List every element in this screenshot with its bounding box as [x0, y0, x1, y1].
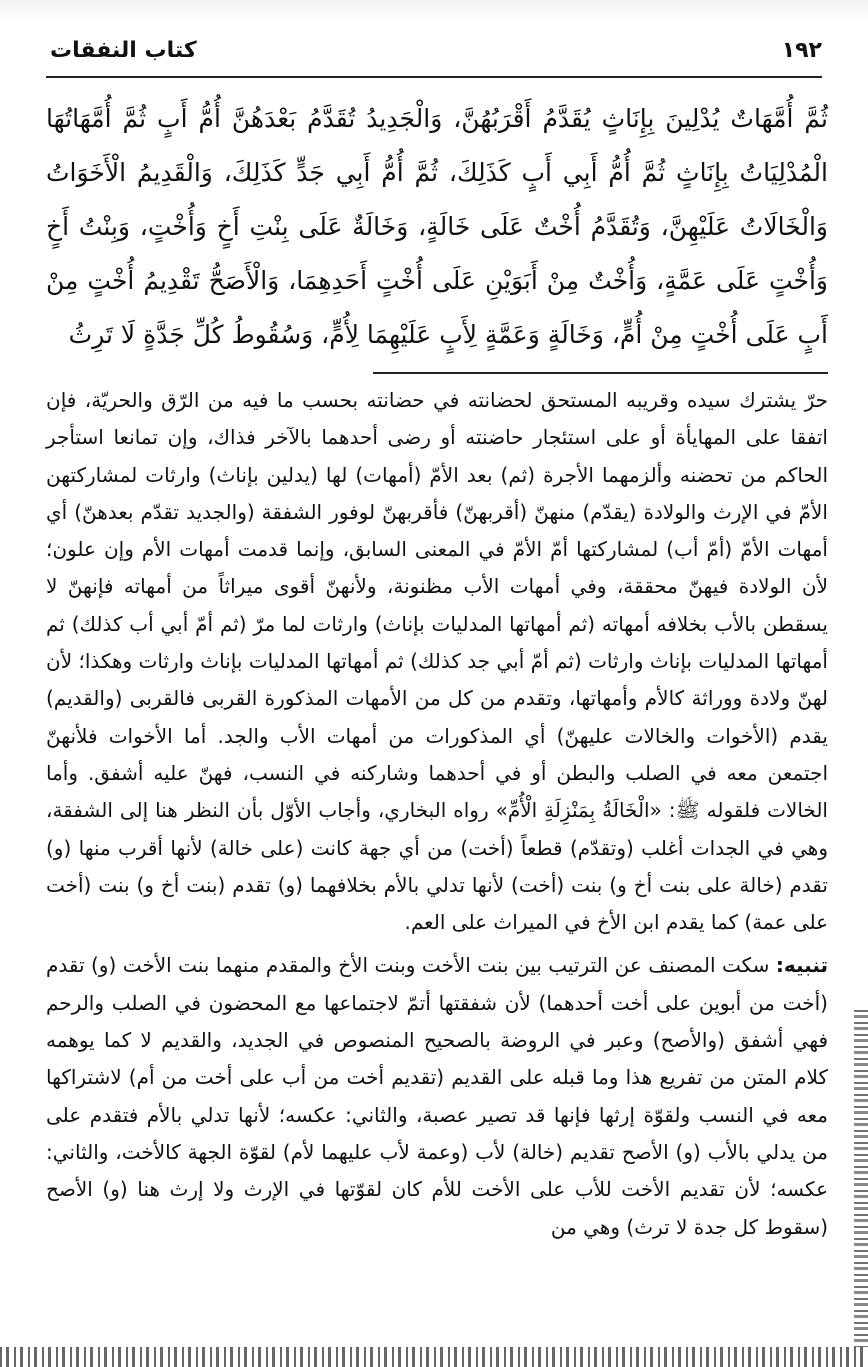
matn-text-block [46, 92, 828, 362]
sharh-paragraph-main: حرّ يشترك سيده وقريبه المستحق لحضانته في حضانته بحسب ما فيه من الرّق والحريّة، فإن اتفقا على المهايأة أو على استئجار حاضنته أو رضى أحدهما بالآخر فذاك، وإن تمانعا استأجر الحاكم من تحضنه وألزمهما الأجرة (ثم) بعد الأمّ (أمهات) لها (يدلين بإناث) وارثات لمشاركتهن الأمّ في الإرث والولادة (يقدّم) منهنّ (أقربهنّ) فأقربهنّ لوفور الشفقة (والجديد تقدّم بعدهنّ) أي أمهات الأمّ (أمّ أب) لمشاركتها أمّ الأمّ في المعنى السابق، وإنما قدمت أمهات الأم وإن علون؛ لأن الولادة فيهنّ محققة، وفي أمهات الأب مظنونة، ولأنهنّ أقوى ميراثاً من أمهاته فإنهنّ لا يسقطن بالأب بخلافه أمهاته (ثم أمهاتها المدليات بإناث) وارثات لما مرّ (ثم أمّ أبي أب كذلك) ثم أمهاتها المدليات بإناث وارثات (ثم أمّ أبي جد كذلك) ثم أمهاتها المدليات بإناث وارثات وهكذا؛ لأن لهنّ ولادة ووراثة كالأم وأمهاتها، وتقدم من كل من الأمهات المذكورة القربى فالقربى (والقديم) يقدم (الأخوات والخالات عليهنّ) أي المذكورات من أمهات الأب والجد. أما الأخوات فلأنهنّ اجتمعن معه في الصلب والبطن أو في أحدهما وشاركنه في النسب، فهنّ عليه أشفق. وأما الخالات فلقوله ﷺ: «الْخَالَةُ بِمَنْزِلَةِ الْأُمِّ» رواه البخاري، وأجاب الأوّل بأن النظر هنا إلى الشفقة، وهي في الجدات أغلب (وتقدّم) قطعاً (أخت) من أي جهة كانت (على خالة) لأنها أقرب منها (و) تقدم (خالة على بنت أخ و) بنت (أخت) لأنها تدلي بالأم بخلافهما (و) تقدم (بنت أخ و) بنت (أخت على عمة) كما يقدم ابن الأخ في الميراث على العم. [46, 388, 828, 935]
sharh-commentary-block [46, 382, 828, 1246]
tanbih-label: تنبيه: [775, 953, 829, 978]
ornamental-border-bottom [0, 1347, 868, 1367]
book-title: كتاب النفقات [50, 37, 197, 63]
ornamental-border-right [854, 1010, 868, 1347]
scan-edge [0, 0, 868, 24]
page-number: ١٩٢ [781, 37, 822, 63]
commentary-divider [373, 372, 828, 374]
header-divider [46, 76, 822, 78]
sharh-paragraph-tanbih [46, 947, 828, 1245]
running-header [50, 28, 822, 72]
matn-paragraph: ثُمَّ أُمَّهَاتٌ يُدْلِينَ بِإِنَاثٍ يُقَدَّمُ أَقْرَبُهُنَّ، وَالْجَدِيدُ تُقَدَّمُ بَعْدَهُنَّ أُمُّ أَبٍ ثُمَّ أُمَّهَاتُهَا الْمُدْلِيَاتُ بِإِنَاثٍ ثُمَّ أُمُّ أَبِي أَبٍ كَذَلِكَ، ثُمَّ أُمُّ أَبِي جَدٍّ كَذَلِكَ، وَالْقَدِيمُ الْأَخَوَاتُ وَالْخَالَاتُ عَلَيْهِنَّ، وَتُقَدَّمُ أُخْتٌ عَلَى خَالَةٍ، وَخَالَةٌ عَلَى بِنْتِ أَخٍ وَأُخْتٍ، وَبِنْتُ أَخٍ وَأُخْتٍ عَلَى عَمَّةٍ، وَأُخْتٌ مِنْ أَبَوَيْنِ عَلَى أُخْتٍ أَحَدِهِمَا، وَالْأَصَحُّ تَقْدِيمُ أُخْتٍ مِنْ أَبٍ عَلَى أُخْتٍ مِنْ أُمٍّ، وَخَالَةٍ وَعَمَّةٍ لِأَبٍ عَلَيْهِمَا لِأُمٍّ، وَسُقُوطُ كُلِّ جَدَّةٍ لَا تَرِثُ [46, 104, 828, 349]
tanbih-text: سكت المصنف عن الترتيب بين بنت الأخت وبنت الأخ والمقدم منهما بنت الأخت (و) تقدم (أخت من أبوين على أخت أحدهما) لأن شفقتها أتمّ لاجتماعها مع المحضون في الصلب والرحم فهي أشفق (والأصح) وعبر في الروضة بالصحيح المنصوص في الجديد، والقديم لا كما يوهمه كلام المتن من تفريع هذا وما قبله على القديم (تقديم أخت من أب على أخت من أم) لاشتراكها معه في النسب ولقوّة إرثها فإنها قد تصير عصبة، والثاني: عكسه؛ لأنها تدلي بالأم فتقدم على من يدلي بالأب (و) الأصح تقديم (خالة) لأب (وعمة لأب عليهما لأم) لقوّة الجهة كالأخت، والثاني: عكسه؛ لأن تقديم الأخت للأب على الأخت للأم كان لقوّتها في الإرث ولا إرث هنا (و) الأصح (سقوط كل جدة لا ترث) وهي من [46, 953, 828, 1239]
